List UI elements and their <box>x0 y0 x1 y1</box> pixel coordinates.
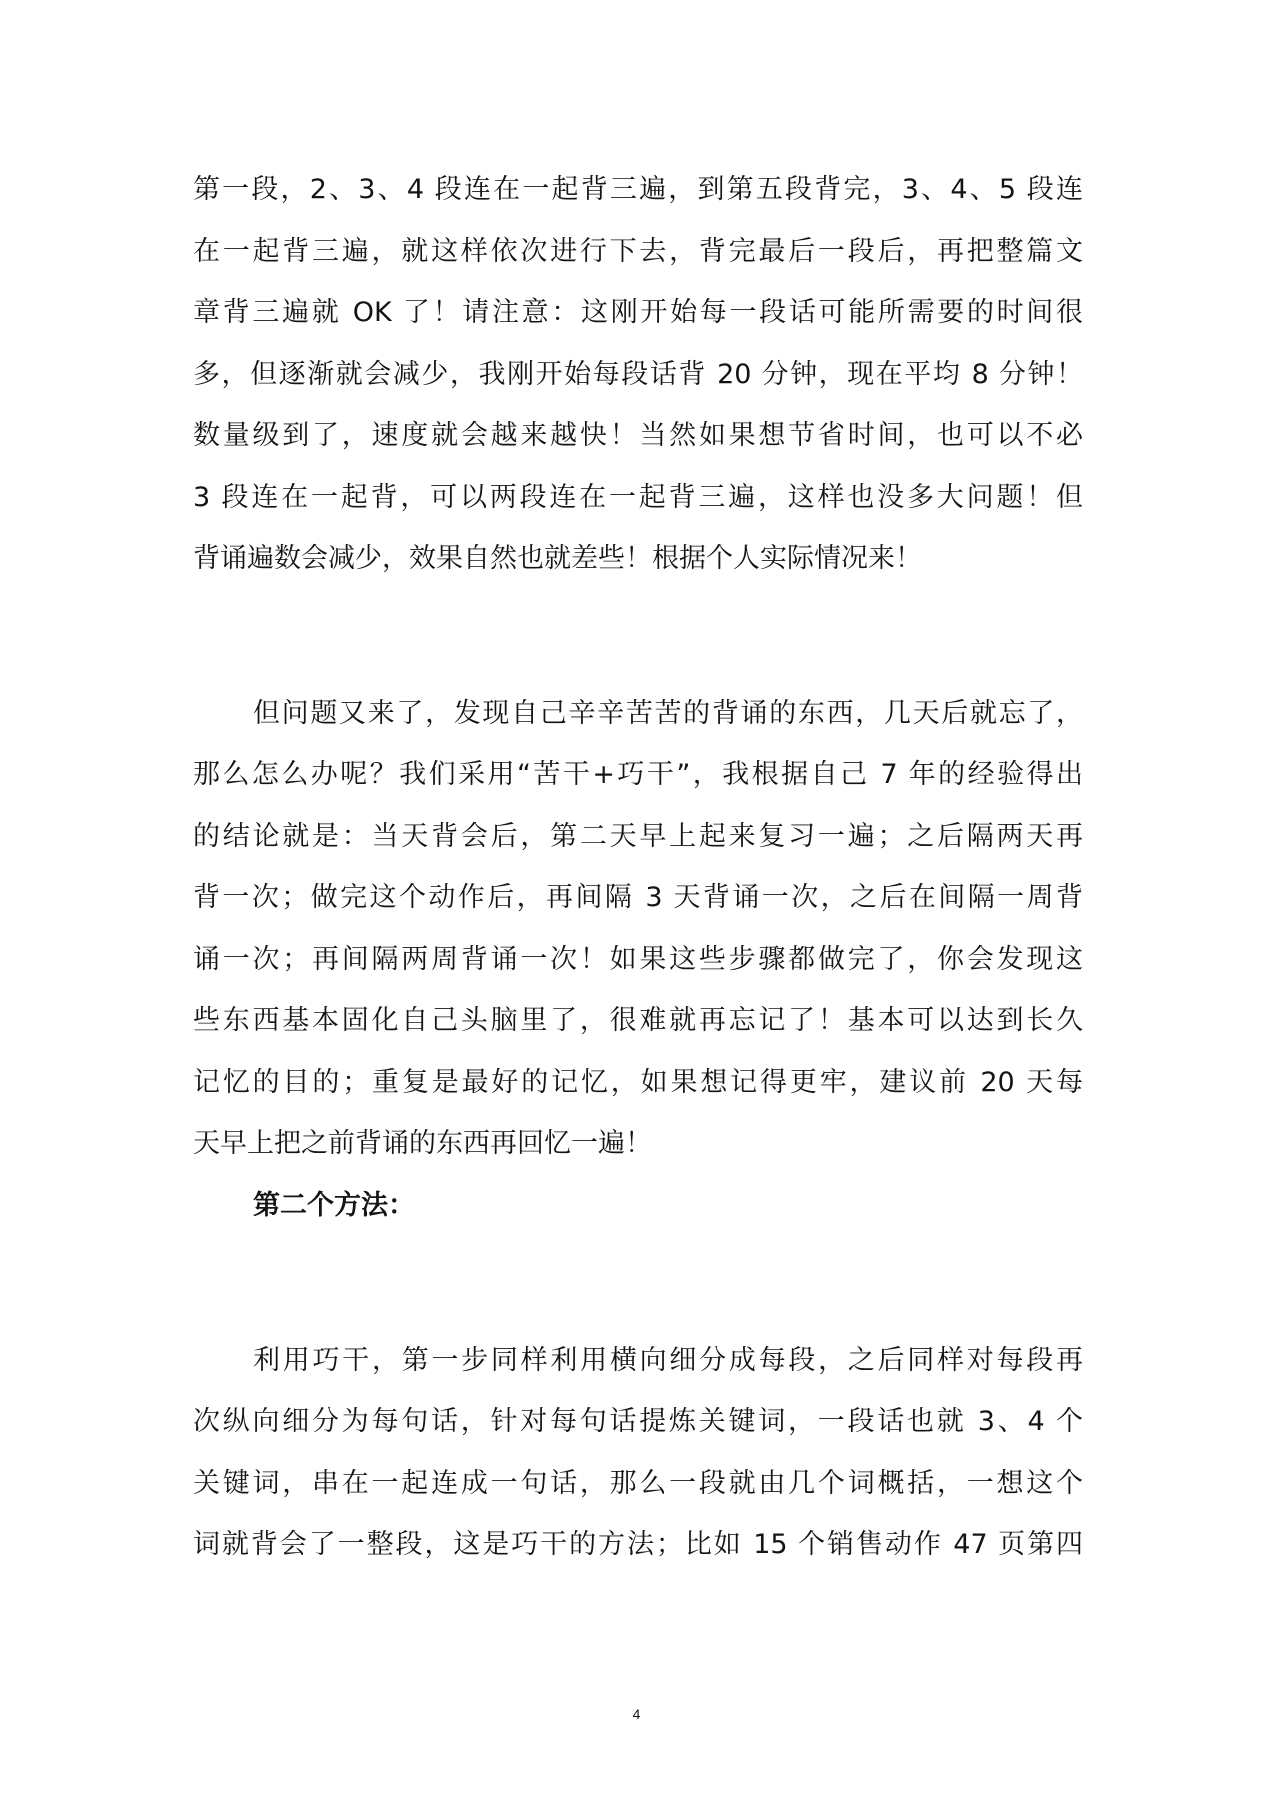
paragraph-3-line-2: 次纵向细分为每句话，针对每句话提炼关键词，一段话也就 3、4 个 <box>193 1406 1083 1437</box>
paragraph-2-line-1: 但问题又来了，发现自己辛辛苦苦的背诵的东西，几天后就忘了， <box>253 698 1083 729</box>
paragraph-3-line-1: 利用巧干，第一步同样利用横向细分成每段，之后同样对每段再 <box>253 1345 1083 1376</box>
paragraph-1-line-1: 第一段，2、3、4 段连在一起背三遍，到第五段背完，3、4、5 段连 <box>193 174 1083 205</box>
paragraph-2-line-4: 背一次；做完这个动作后，再间隔 3 天背诵一次，之后在间隔一周背 <box>193 882 1083 913</box>
paragraph-1-line-2: 在一起背三遍，就这样依次进行下去，背完最后一段后，再把整篇文 <box>193 236 1083 267</box>
page-number: 4 <box>632 1706 641 1722</box>
paragraph-3-line-3: 关键词，串在一起连成一句话，那么一段就由几个词概括，一想这个 <box>193 1468 1083 1499</box>
paragraph-2-line-3: 的结论就是：当天背会后，第二天早上起来复习一遍；之后隔两天再 <box>193 821 1083 852</box>
paragraph-2-line-2: 那么怎么办呢？我们采用“苦干+巧干”，我根据自己 7 年的经验得出 <box>193 759 1083 790</box>
paragraph-1-line-5: 数量级到了，速度就会越来越快！当然如果想节省时间，也可以不必 <box>193 420 1083 451</box>
section-heading: 第二个方法： <box>253 1190 415 1221</box>
paragraph-1-line-6: 3 段连在一起背，可以两段连在一起背三遍，这样也没多大问题！但 <box>193 482 1083 513</box>
paragraph-2-line-7: 记忆的目的；重复是最好的记忆，如果想记得更牢，建议前 20 天每 <box>193 1067 1083 1098</box>
paragraph-1-line-7: 背诵遍数会减少，效果自然也就差些！根据个人实际情况来！ <box>193 543 922 574</box>
paragraph-2-line-8: 天早上把之前背诵的东西再回忆一遍！ <box>193 1128 652 1159</box>
paragraph-2-line-6: 些东西基本固化自己头脑里了，很难就再忘记了！基本可以达到长久 <box>193 1005 1083 1036</box>
paragraph-2-line-5: 诵一次；再间隔两周背诵一次！如果这些步骤都做完了，你会发现这 <box>193 944 1083 975</box>
paragraph-1-line-3: 章背三遍就 OK 了！请注意：这刚开始每一段话可能所需要的时间很 <box>193 297 1083 328</box>
paragraph-3-line-4: 词就背会了一整段，这是巧干的方法；比如 15 个销售动作 47 页第四 <box>193 1529 1083 1560</box>
paragraph-1-line-4: 多，但逐渐就会减少，我刚开始每段话背 20 分钟，现在平均 8 分钟！ <box>193 359 1083 390</box>
